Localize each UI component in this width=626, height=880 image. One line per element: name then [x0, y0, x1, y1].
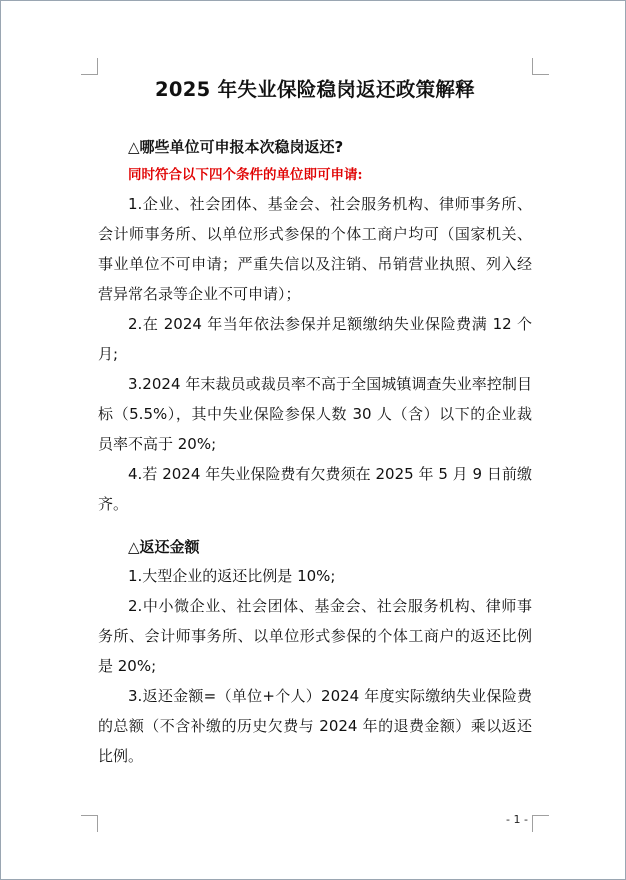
amount-item-1: 1.大型企业的返还比例是 10%;: [128, 567, 336, 585]
eligibility-item-4: 4.若 2024 年失业保险费有欠费须在 2025 年 5 月 9 日前缴齐。: [98, 465, 532, 513]
amount-item-3: 3.返还金额=（单位+个人）2024 年度实际缴纳失业保险费的总额（不含补缴的历史欠费与 2024 年的退费金额）乘以返还比例。: [98, 687, 532, 765]
document-body: [98, 73, 532, 771]
crop-mark-bottom-right: [532, 815, 549, 832]
document-title: 2025 年失业保险稳岗返还政策解释: [155, 78, 475, 101]
crop-mark-top-right: [532, 58, 549, 75]
eligibility-item-2: 2.在 2024 年当年依法参保并足额缴纳失业保险费满 12 个月;: [98, 315, 532, 363]
page-number: - 1 -: [506, 813, 528, 826]
amount-item-2: 2.中小微企业、社会团体、基金会、社会服务机构、律师事务所、会计师事务所、以单位形式参保的个体工商户的返还比例是 20%;: [98, 597, 532, 675]
section-heading-amount: △返还金额: [128, 538, 200, 556]
section-spacer: [98, 519, 532, 533]
eligibility-item-1: 1.企业、社会团体、基金会、社会服务机构、律师事务所、会计师事务所、以单位形式参保的个体工商户均可（国家机关、事业单位不可申请；严重失信以及注销、吊销营业执照、列入经营异常名录等企业不可申请）；: [98, 195, 532, 303]
crop-mark-bottom-left: [81, 815, 98, 832]
crop-mark-top-left: [81, 58, 98, 75]
section-heading-eligibility: △哪些单位可申报本次稳岗返还?: [128, 138, 344, 156]
eligibility-note: 同时符合以下四个条件的单位即可申请:: [128, 167, 363, 183]
eligibility-item-3: 3.2024 年末裁员或裁员率不高于全国城镇调查失业率控制目标（5.5%），其中失业保险参保人数 30 人（含）以下的企业裁员率不高于 20%;: [98, 375, 532, 453]
